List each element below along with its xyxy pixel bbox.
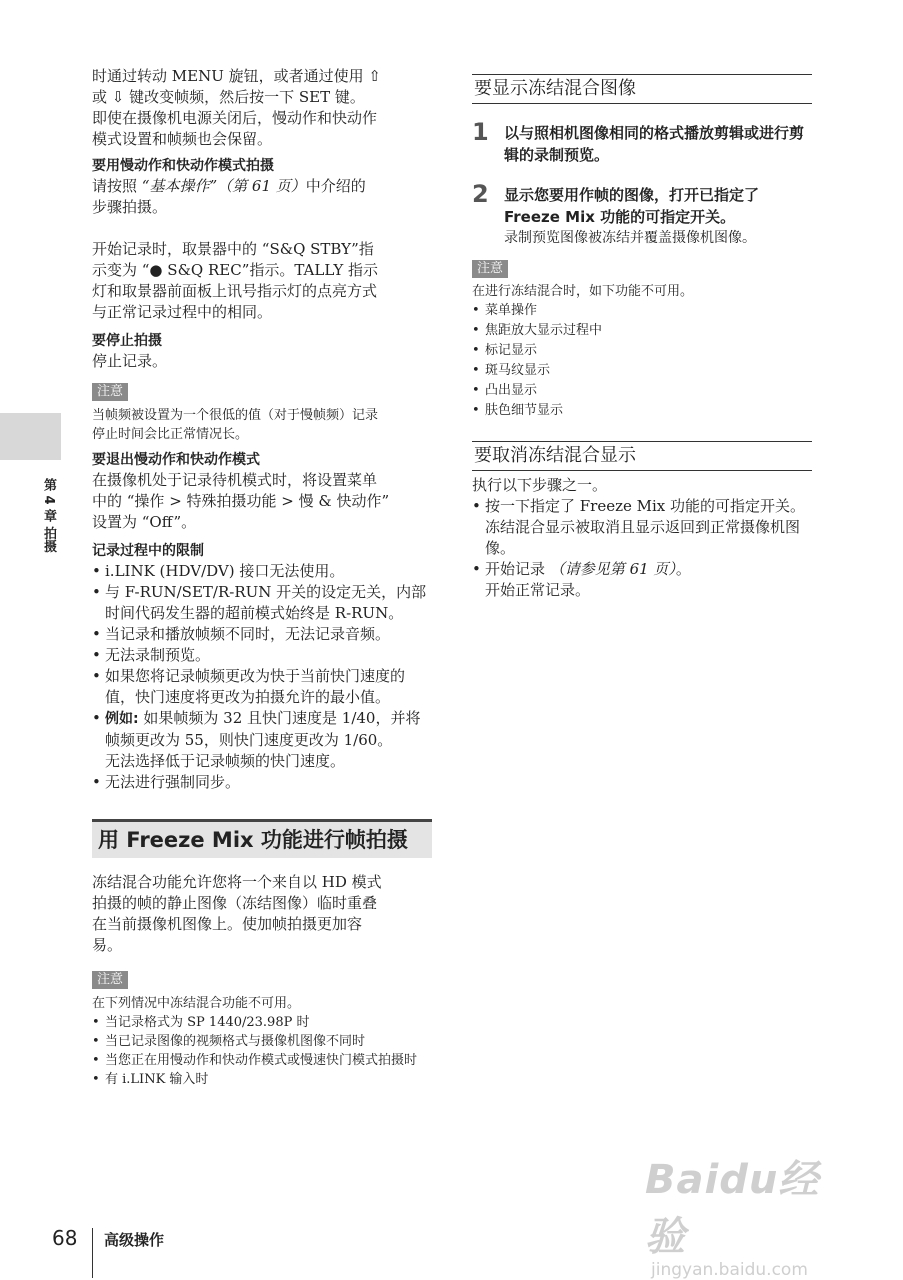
list-item: • 标记显示	[472, 341, 812, 361]
list-item: • 肤色细节显示	[472, 401, 812, 421]
step-1	[472, 118, 812, 166]
paragraph-line: 与正常记录过程中的相同。	[92, 303, 273, 321]
paragraph: 请按照 “基本操作”（第 61 页）中介绍的	[92, 177, 366, 195]
note-line: 停止时间会比正常情况长。	[92, 427, 249, 442]
footer-title: 高级操作	[104, 1231, 165, 1249]
page-number: 68	[52, 1226, 78, 1250]
list-item: • 开始记录 （请参见第 61 页）。 开始正常记录。	[472, 559, 812, 601]
example-block: • 例如: 如果帧频为 32 且快门速度是 1/40，并将帧频更改为 55，则快门速度更改为 1/60。 无法选择低于记录帧频的快门速度。	[92, 708, 432, 772]
step-number: 2	[472, 180, 489, 208]
paragraph-line: 开始记录时，取景器中的 “S&Q STBY”指	[92, 240, 374, 258]
list-item: • 菜单操作	[472, 301, 812, 321]
step-text: 显示您要用作帧的图像，打开已指定了 Freeze Mix 功能的可指定开关。	[504, 186, 760, 226]
intro-line: 时通过转动 MENU 旋钮，或者通过使用 ⇧	[92, 67, 381, 85]
list-item: • 当记录格式为 SP 1440/23.98P 时	[92, 1013, 432, 1032]
paragraph-line: 灯和取景器前面板上讯号指示灯的点亮方式	[92, 282, 378, 300]
paragraph-line: 设置为 “Off”。	[92, 513, 197, 531]
heading-limits: 记录过程中的限制	[92, 543, 204, 559]
paragraph-line: 在当前摄像机图像上。使加帧拍摄更加容	[92, 915, 363, 933]
cancel-list	[472, 496, 812, 601]
watermark-url: jingyan.baidu.com	[651, 1260, 808, 1280]
list-item: • 焦距放大显示过程中	[472, 321, 812, 341]
chapter-tab	[0, 413, 61, 460]
list-item: • 无法录制预览。	[92, 645, 432, 666]
list-item: • 斑马纹显示	[472, 361, 812, 381]
heading-show-freeze: 要显示冻结混合图像	[472, 74, 812, 104]
note-intro: 在进行冻结混合时，如下功能不可用。	[472, 284, 694, 299]
note-tag: 注意	[92, 383, 128, 401]
step-result: 录制预览图像被冻结并覆盖摄像机图像。	[504, 230, 756, 246]
paragraph: 步骤拍摄。	[92, 198, 168, 216]
paragraph-line: 在摄像机处于记录待机模式时，将设置菜单	[92, 471, 378, 489]
paragraph-line: 拍摄的帧的静止图像（冻结图像）临时重叠	[92, 894, 378, 912]
step-2	[472, 180, 812, 249]
heading-stop: 要停止拍摄	[92, 333, 162, 349]
watermark-logo: Baidu经验	[645, 1157, 820, 1260]
note-list	[472, 301, 812, 421]
list-item: • 当记录和播放帧频不同时，无法记录音频。	[92, 624, 432, 645]
list-item: • 与 F-RUN/SET/R-RUN 开关的设定无关，内部时间代码发生器的超前模式始终是 R-RUN。	[92, 582, 432, 624]
list-item: • 当您正在用慢动作和快动作模式或慢速快门模式拍摄时	[92, 1051, 432, 1070]
list-item: • 凸出显示	[472, 381, 812, 401]
heading-slow-fast-shoot: 要用慢动作和快动作模式拍摄	[92, 158, 274, 174]
list-item: • i.LINK (HDV/DV) 接口无法使用。	[92, 561, 432, 582]
note-tag: 注意	[472, 260, 508, 278]
paragraph: 停止记录。	[92, 352, 168, 370]
paragraph-line: 易。	[92, 936, 123, 954]
note-list	[92, 1013, 432, 1089]
watermark	[645, 1148, 855, 1280]
heading-cancel-freeze: 要取消冻结混合显示	[472, 441, 812, 471]
step-text: 以与照相机图像相同的格式播放剪辑或进行剪辑的录制预览。	[504, 124, 805, 164]
intro-line: 模式设置和帧频也会保留。	[92, 130, 273, 148]
intro-line: 或 ⇩ 键改变帧频，然后按一下 SET 键。	[92, 88, 365, 106]
section-title: 用 Freeze Mix 功能进行帧拍摄	[92, 819, 432, 858]
paragraph-line: 冻结混合功能允许您将一个来自以 HD 模式	[92, 873, 382, 891]
intro-line: 即使在摄像机电源关闭后，慢动作和快动作	[92, 109, 378, 127]
note-intro: 在下列情况中冻结混合功能不可用。	[92, 996, 301, 1011]
step-number: 1	[472, 118, 489, 146]
list-item: • 无法进行强制同步。	[92, 772, 432, 793]
heading-exit-mode: 要退出慢动作和快动作模式	[92, 452, 260, 468]
list-item: • 如果您将记录帧频更改为快于当前快门速度的值，快门速度将更改为拍摄允许的最小值。	[92, 666, 432, 708]
note-line: 当帧频被设置为一个很低的值（对于慢帧频）记录	[92, 408, 379, 423]
note-tag: 注意	[92, 971, 128, 989]
paragraph-line: 示变为 “● S&Q REC”指示。TALLY 指示	[92, 261, 379, 279]
limits-list	[92, 561, 432, 793]
left-column	[92, 66, 432, 1089]
page-reference[interactable]: “基本操作”（第 61 页）	[141, 177, 306, 195]
footer-divider	[92, 1228, 93, 1278]
right-column	[472, 66, 812, 601]
page-reference[interactable]: （请参见第 61 页）	[549, 560, 676, 578]
paragraph: 执行以下步骤之一。	[472, 476, 608, 494]
list-item: • 当已记录图像的视频格式与摄像机图像不同时	[92, 1032, 432, 1051]
list-item: • 有 i.LINK 输入时	[92, 1070, 432, 1089]
list-item: • 按一下指定了 Freeze Mix 功能的可指定开关。 冻结混合显示被取消且显示返回到正常摄像机图像。	[472, 496, 812, 559]
paragraph-line: 中的 “操作 > 特殊拍摄功能 > 慢 & 快动作”	[92, 492, 390, 510]
chapter-label: 第 4 章 拍摄	[41, 478, 56, 553]
